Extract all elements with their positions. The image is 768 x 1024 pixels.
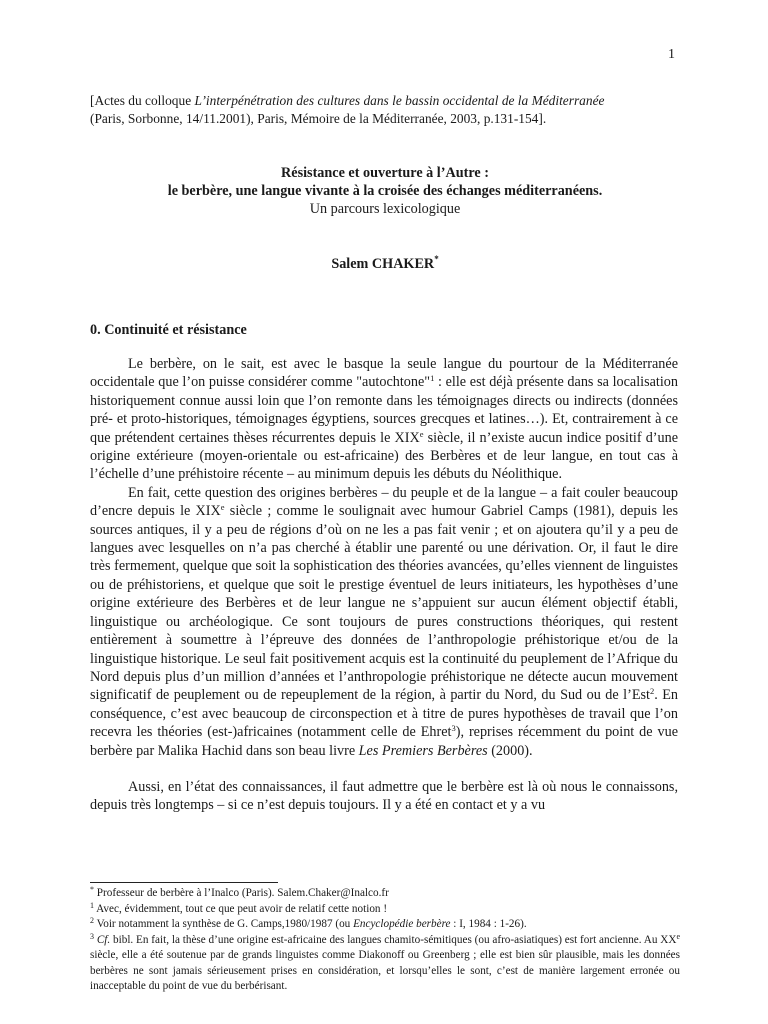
footnote-1 bbox=[90, 902, 680, 918]
footnotes bbox=[90, 886, 680, 995]
author bbox=[90, 254, 680, 273]
title-block bbox=[90, 164, 680, 218]
footnote-3-text-b: siècle, elle a été soutenue par de grands linguistes comme Diakonoff ou Greenberg ; elle est bien sûr plausible, mais les données berbères ne sont jamais sérieusement prises en considération, et lorsqu’elles le sont, c’est de manière largement erronée ou inacceptable du point de vue du berbérisant. bbox=[90, 949, 680, 992]
century-superscript: e bbox=[419, 428, 424, 439]
paragraph-2-part-c: . En conséquence, c’est avec beaucoup de circonspection et à titre de pures hypothèses de travail que l’on recevra les théories (est-)africaines (notamment celle de Ehret bbox=[90, 687, 679, 741]
paragraph-1-part-a: Le berbère, on le sait, est avec le basque la seule langue du pourtour de la Méditerranée occidentale que l’on puisse considérer comme "autochtone" bbox=[90, 356, 678, 391]
footnote-3 bbox=[90, 933, 680, 995]
century-superscript: e bbox=[220, 502, 225, 513]
subtitle: Un parcours lexicologique bbox=[309, 201, 461, 217]
title-line-2: le berbère, une langue vivante à la croisée des échanges méditerranéens. bbox=[167, 183, 603, 199]
paragraph-2-part-e: (2000). bbox=[487, 742, 533, 759]
citation-rest: (Paris, Sorbonne, 14/11.2001), Paris, Mémoire de la Méditerranée, 2003, p.131-154]. bbox=[90, 111, 547, 126]
citation bbox=[90, 92, 690, 128]
footnote-2-mark: 2 bbox=[90, 916, 94, 925]
paragraph-2 bbox=[90, 484, 678, 760]
footnote-3-italic: Cf. bbox=[96, 933, 111, 946]
footnote-2-text-b: : I, 1984 : 1-26). bbox=[450, 918, 527, 930]
paragraph-1 bbox=[90, 355, 678, 484]
paragraph-2-part-d: ), reprises récemment du point de vue berbère par Malika Hachid dans son beau livre bbox=[90, 724, 678, 759]
footnote-ref-3[interactable]: 3 bbox=[451, 723, 456, 734]
footnote-3-text-a: bibl. En fait, la thèse d’une origine est-africaine des langues chamito-sémitiques (ou afro-asiatiques) est fort ancienne. Au XX bbox=[110, 933, 677, 946]
author-first-name: Salem bbox=[331, 256, 372, 272]
footnote-star bbox=[90, 886, 680, 902]
footnote-star-text: Professeur de berbère à l’Inalco (Paris). Salem.Chaker@Inalco.fr bbox=[94, 887, 389, 899]
paragraph-1-part-c: siècle, il n’existe aucun indice positif d’une origine extérieure (moyen-orientale ou est-africaine) des Berbères et de leur langue, en tout cas à l’échelle d’une préhistoire récente – au minimum depuis les débuts du Néolithique. bbox=[90, 429, 678, 483]
page-number: 1 bbox=[668, 47, 675, 62]
century-superscript: e bbox=[676, 931, 680, 941]
footnote-3-mark: 3 bbox=[90, 931, 94, 941]
footnote-2-italic: Encyclopédie berbère bbox=[353, 918, 451, 930]
citation-title: L’interpénétration des cultures dans le bassin occidental de la Méditerranée bbox=[194, 93, 605, 108]
paragraph-3: Aussi, en l’état des connaissances, il faut admettre que le berbère est là où nous le connaissons, depuis très longtemps – si ce n’est depuis toujours. Il y a été en contact et y a vu bbox=[90, 778, 678, 814]
author-last-name: CHAKER bbox=[371, 256, 435, 272]
paragraph-2-part-a: En fait, cette question des origines berbères – du peuple et de la langue – a fait couler beaucoup d’encre depuis le XIX bbox=[90, 484, 678, 520]
footnote-2-text-a: Voir notamment la synthèse de G. Camps,1980/1987 (ou bbox=[94, 918, 354, 930]
paragraph-2-part-b: siècle ; comme le soulignait avec humour Gabriel Camps (1981), depuis les sources antiques, il y a peu de régions d’où on ne les a pas fait venir ; et on ajoutera qu’il y a peu de langues avec lesquelles on n’a pas cherché à établir une parenté ou une dérivation. Or, il faut le dire très fermement, quelque que soit la sophistication des théories avancées, qu’elles viennent de linguistes ou de préhistoriens, et quelque que soit le prestige éventuel de leurs initiateurs, les hypothèses d’une origine extérieure des Berbères et de leur langue ne s’appuient sur aucun élément objectif établi, linguistique ou archéologique. Ce sont toujours de pures constructions théoriques, qui restent entièrement à soumettre à l’épreuve des données de l’anthropologie préhistorique et/ou de la linguistique historique. Le seul fait positivement acquis est la continuité du peuplement de l’Afrique du Nord depuis plus d’un million d’années et l’anthropologie préhistorique ne détecte aucun mouvement significatif de peuplement ou de repeuplement de la région, à partir du Nord, du Sud ou de l’Est bbox=[90, 503, 678, 704]
footnote-ref-2[interactable]: 2 bbox=[649, 686, 655, 697]
body-text bbox=[90, 355, 678, 815]
footnote-1-text: Avec, évidemment, tout ce que peut avoir de relatif cette notion ! bbox=[94, 902, 388, 915]
paragraph-1-part-b: : elle est déjà présente dans sa localisation historiquement connue aussi loin que l’on remonte dans les témoignages directs ou indirects (données pré- et proto-historiques, témoignages égyptiens, sources grecques et latines…). Et, contrairement à ce que prétendent certaines thèses récurrentes depuis le XIX bbox=[90, 374, 678, 446]
footnote-1-mark: 1 bbox=[90, 900, 94, 910]
citation-open: [Actes du colloque bbox=[90, 93, 195, 108]
book-title: Les Premiers Berbères bbox=[358, 742, 488, 759]
title-line-1: Résistance et ouverture à l’Autre : bbox=[281, 165, 489, 181]
footnote-star-mark: * bbox=[90, 885, 94, 894]
author-footnote-mark[interactable]: * bbox=[434, 254, 439, 264]
section-heading: 0. Continuité et résistance bbox=[90, 322, 247, 338]
footnote-separator bbox=[90, 882, 278, 883]
footnote-2 bbox=[90, 917, 680, 933]
footnote-ref-1[interactable]: 1 bbox=[430, 373, 435, 384]
